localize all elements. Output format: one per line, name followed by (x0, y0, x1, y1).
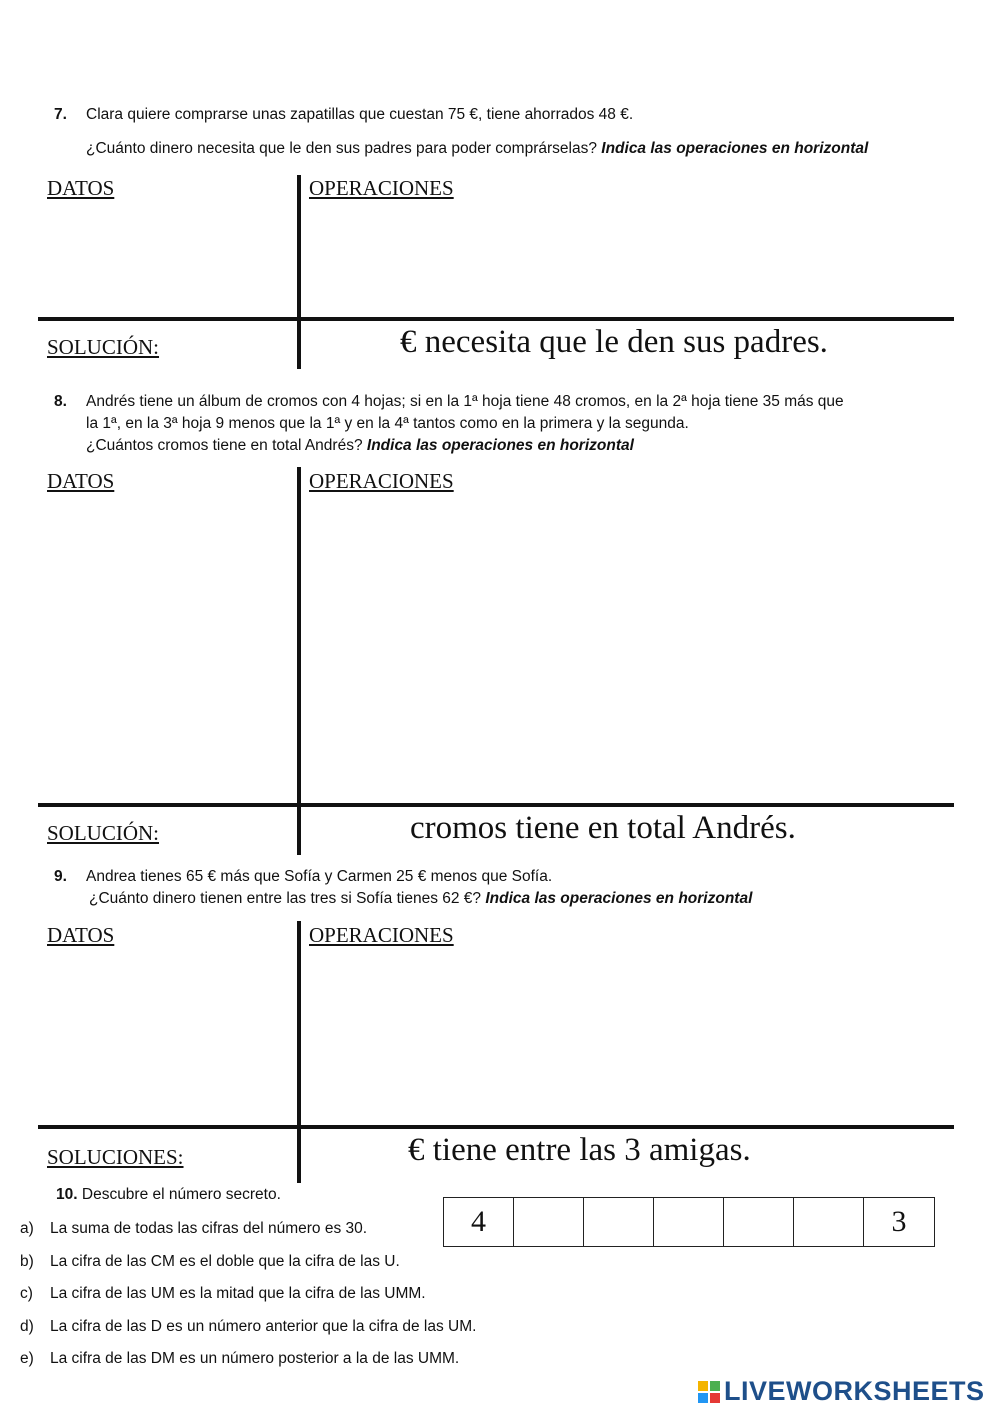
soluciones-label: SOLUCIONES: (47, 1145, 184, 1169)
question-8 (54, 391, 954, 413)
clue-text: La cifra de las DM es un número posterior a la de las UMM. (50, 1350, 460, 1367)
solucion-label: SOLUCIÓN: (47, 335, 160, 359)
question-text: Andrés tiene un álbum de cromos con 4 hojas; si en la 1ª hoja tiene 48 cromos, en la 2ª hoja tiene 35 más que (86, 393, 844, 410)
solucion-text: cromos tiene en total Andrés. (410, 810, 796, 846)
solucion-text: € tiene entre las 3 amigas. (408, 1132, 751, 1168)
clue-text: La suma de todas las cifras del número es 30. (50, 1220, 368, 1237)
question-8-ask (86, 435, 634, 457)
digit-cell[interactable] (724, 1198, 794, 1246)
digit-cell[interactable] (654, 1198, 724, 1246)
question-number: 9. (54, 868, 67, 885)
logo-text: LIVEWORKSHEETS (724, 1376, 985, 1406)
clue-label: d) (20, 1318, 34, 1335)
digit-cell[interactable] (514, 1198, 584, 1246)
divider-vertical (297, 175, 301, 369)
logo-mark-icon (698, 1381, 720, 1403)
digit-cell[interactable]: 3 (891, 1205, 907, 1238)
clue-text: La cifra de las CM es el doble que la cifra de las U. (50, 1253, 400, 1270)
divider-vertical (297, 467, 301, 855)
question-text: Descubre el número secreto. (81, 1186, 281, 1203)
question-8-line2: la 1ª, en la 3ª hoja 9 menos que la 1ª y en la 4ª tantos como en la primera y la segunda. (86, 415, 689, 432)
divider-horizontal (38, 317, 954, 321)
operaciones-header: OPERACIONES (309, 923, 454, 947)
operaciones-header: OPERACIONES (309, 469, 454, 493)
clue-label: b) (20, 1253, 34, 1270)
question-text: Andrea tienes 65 € más que Sofía y Carmen 25 € menos que Sofía. (86, 868, 553, 885)
divider-horizontal (38, 803, 954, 807)
secret-number-grid (443, 1197, 935, 1247)
clue-label: c) (20, 1285, 33, 1302)
clue-label: e) (20, 1350, 34, 1367)
clue-text: La cifra de las D es un número anterior que la cifra de las UM. (50, 1318, 477, 1335)
divider-horizontal (38, 1125, 954, 1129)
question-9-ask (89, 888, 752, 910)
digit-cell[interactable] (584, 1198, 654, 1246)
question-9 (54, 866, 954, 888)
instruction-emphasis: Indica las operaciones en horizontal (366, 437, 634, 454)
question-ask: ¿Cuánto dinero necesita que le den sus padres para poder comprárselas? (86, 140, 597, 157)
question-10 (56, 1184, 281, 1206)
datos-header: DATOS (47, 923, 115, 947)
instruction-emphasis: Indica las operaciones en horizontal (485, 890, 753, 907)
divider-vertical (297, 921, 301, 1183)
clue-label: a) (20, 1220, 34, 1237)
liveworksheets-logo[interactable] (698, 1376, 985, 1407)
question-number: 7. (54, 106, 67, 123)
question-ask: ¿Cuántos cromos tiene en total Andrés? (86, 437, 363, 454)
operaciones-header: OPERACIONES (309, 176, 454, 200)
instruction-emphasis: Indica las operaciones en horizontal (601, 140, 869, 157)
question-number: 10. (56, 1186, 78, 1203)
digit-cell[interactable]: 4 (444, 1198, 514, 1246)
digit-cell[interactable] (794, 1198, 864, 1246)
solucion-label: SOLUCIÓN: (47, 821, 160, 845)
question-number: 8. (54, 393, 67, 410)
question-7-ask (86, 138, 868, 160)
question-ask: ¿Cuánto dinero tienen entre las tres si Sofía tienes 62 €? (89, 890, 482, 907)
datos-header: DATOS (47, 176, 115, 200)
datos-header: DATOS (47, 469, 115, 493)
solucion-text: € necesita que le den sus padres. (400, 324, 828, 360)
clue-text: La cifra de las UM es la mitad que la cifra de las UMM. (50, 1285, 426, 1302)
question-7 (54, 104, 954, 126)
question-text: Clara quiere comprarse unas zapatillas que cuestan 75 €, tiene ahorrados 48 €. (86, 106, 634, 123)
